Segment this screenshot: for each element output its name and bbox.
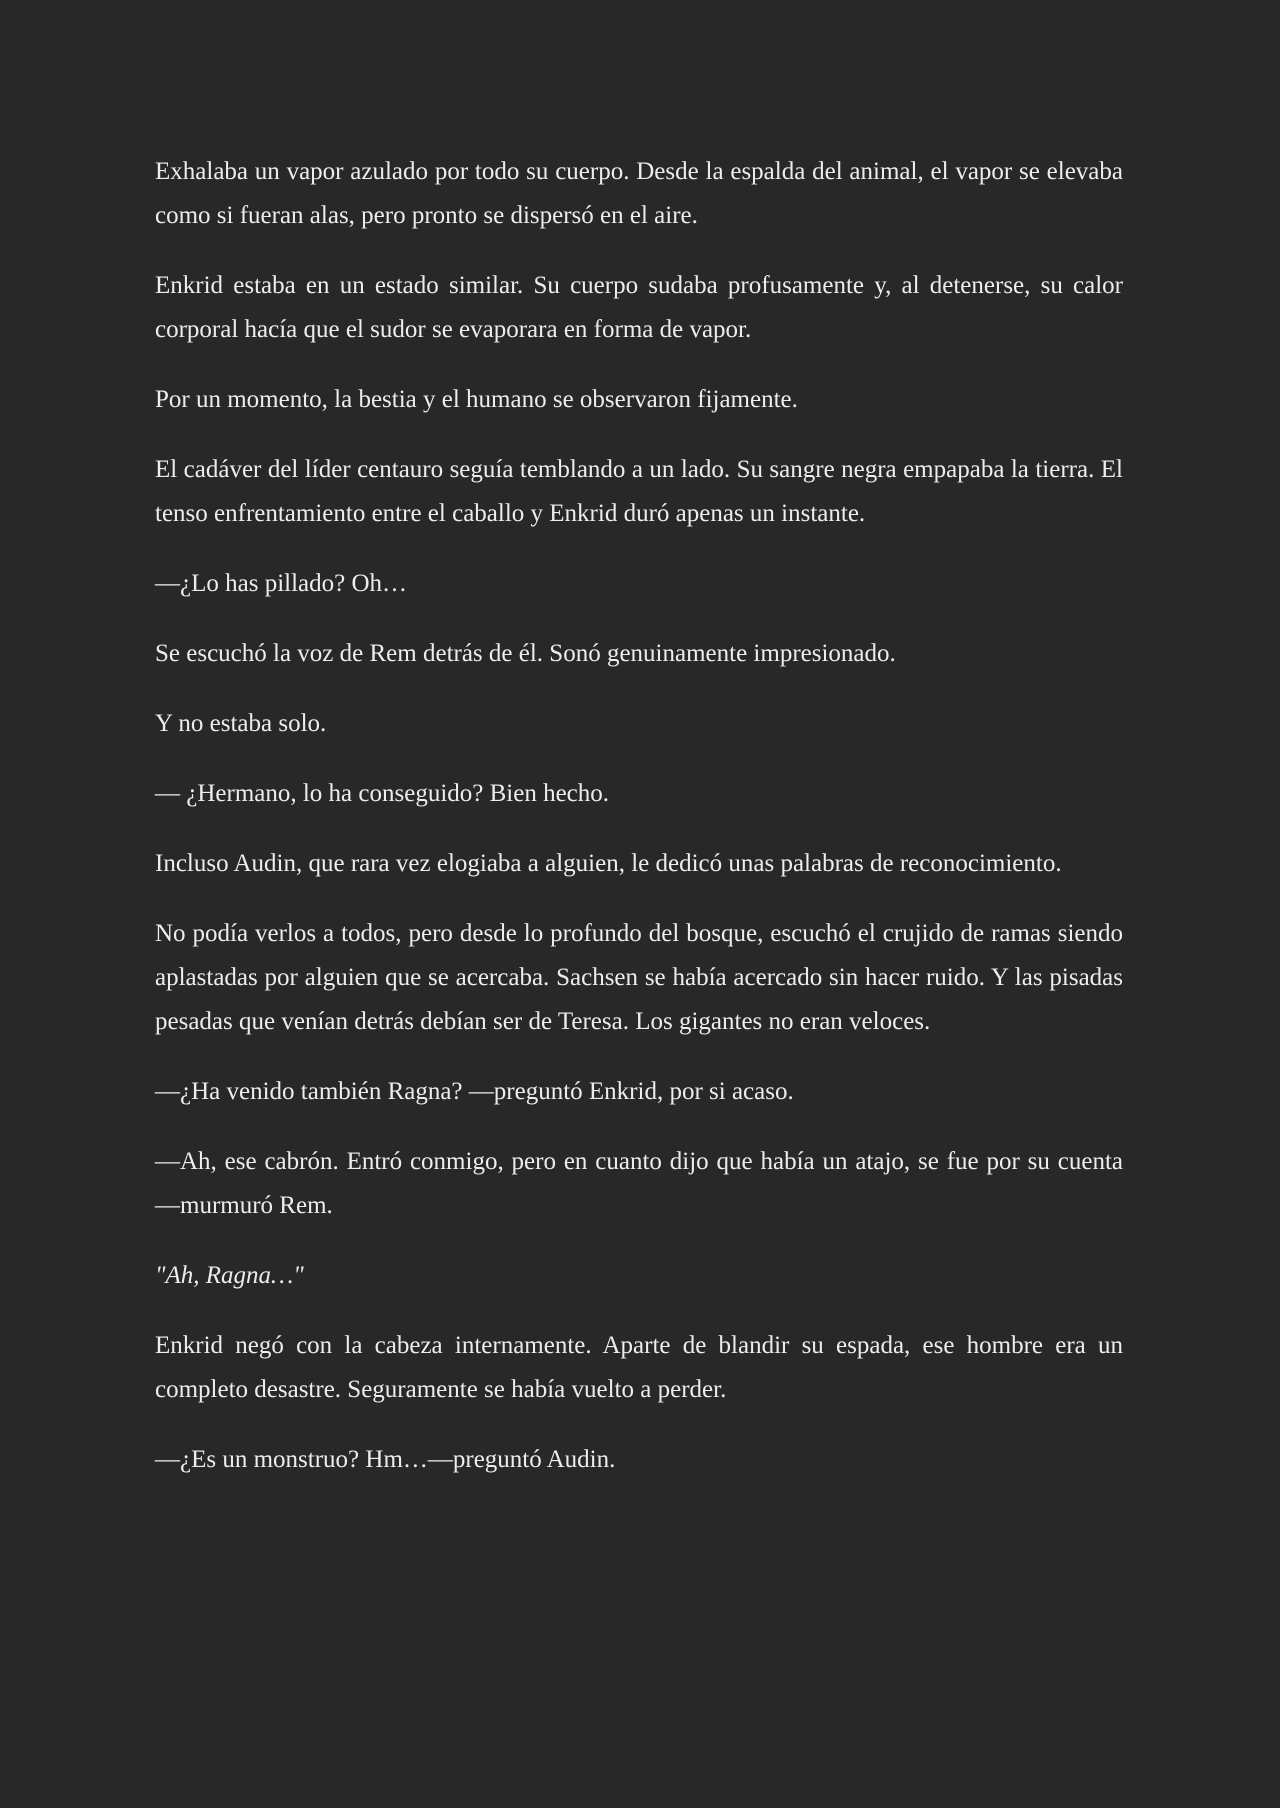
paragraph: Enkrid negó con la cabeza internamente. Aparte de blandir su espada, ese hombre era un completo desastre. Seguramente se había vuelto a perder.: [155, 1332, 1123, 1403]
dialogue-line: —Ah, ese cabrón. Entró conmigo, pero en cuanto dijo que había un atajo, se fue por su cuenta —murmuró Rem.: [155, 1148, 1123, 1219]
paragraph: El cadáver del líder centauro seguía temblando a un lado. Su sangre negra empapaba la tierra. El tenso enfrentamiento entre el caballo y Enkrid duró apenas un instante.: [155, 456, 1123, 527]
inner-thought: "Ah, Ragna…": [155, 1262, 304, 1289]
paragraph: No podía verlos a todos, pero desde lo profundo del bosque, escuchó el crujido de ramas siendo aplastadas por alguien que se acercaba. Sachsen se había acercado sin hacer ruido. Y las pisadas pesadas que venían detrás debían ser de Teresa. Los gigantes no eran veloces.: [155, 920, 1123, 1035]
paragraph: Enkrid estaba en un estado similar. Su cuerpo sudaba profusamente y, al detenerse, su calor corporal hacía que el sudor se evaporara en forma de vapor.: [155, 272, 1123, 343]
dialogue-line: —¿Es un monstruo? Hm…—preguntó Audin.: [155, 1446, 616, 1473]
paragraph: Por un momento, la bestia y el humano se observaron fijamente.: [155, 386, 798, 413]
paragraph: Incluso Audin, que rara vez elogiaba a alguien, le dedicó unas palabras de reconocimiento.: [155, 850, 1062, 877]
chapter-text: [155, 150, 1123, 1508]
dialogue-line: — ¿Hermano, lo ha conseguido? Bien hecho.: [155, 780, 610, 807]
paragraph: Se escuchó la voz de Rem detrás de él. Sonó genuinamente impresionado.: [155, 640, 896, 667]
paragraph: Y no estaba solo.: [155, 710, 327, 737]
dialogue-line: —¿Ha venido también Ragna? —preguntó Enkrid, por si acaso.: [155, 1078, 794, 1105]
paragraph: Exhalaba un vapor azulado por todo su cuerpo. Desde la espalda del animal, el vapor se elevaba como si fueran alas, pero pronto se dispersó en el aire.: [155, 158, 1123, 229]
dialogue-line: —¿Lo has pillado? Oh…: [155, 570, 408, 597]
